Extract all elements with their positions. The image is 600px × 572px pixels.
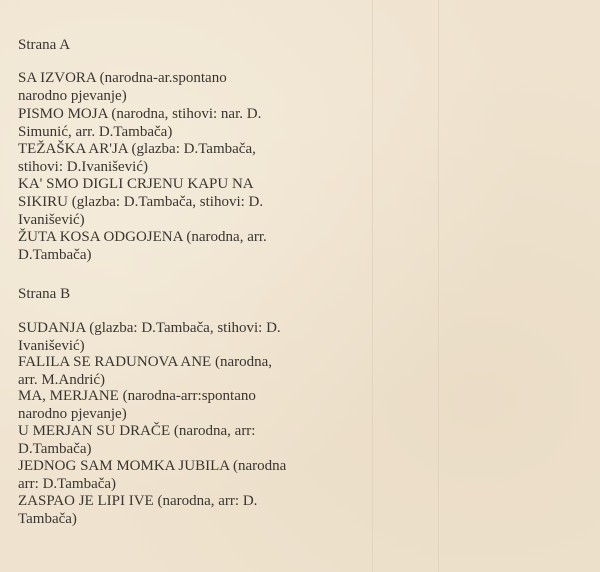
side-a-track-4 bbox=[18, 175, 363, 229]
fold-line bbox=[438, 0, 440, 572]
track-line: Simunić, arr. D.Tambača) bbox=[18, 124, 173, 140]
track-line: SUDANJA (glazba: D.Tambača, stihovi: D. bbox=[18, 320, 281, 336]
track-line: narodno pjevanje) bbox=[18, 406, 127, 422]
track-line: stihovi: D.Ivanišević) bbox=[18, 159, 148, 175]
track-line: Ivanišević) bbox=[18, 338, 85, 354]
side-a-title: Strana A bbox=[18, 37, 71, 53]
track-line: FALILA SE RADUNOVA ANE (narodna, bbox=[18, 354, 273, 370]
side-b-track-5 bbox=[18, 457, 363, 493]
track-line: U MERJAN SU DRAČE (narodna, arr: bbox=[18, 423, 256, 439]
track-line: arr: D.Tambača) bbox=[18, 476, 117, 492]
side-a-track-2 bbox=[18, 105, 363, 141]
track-line: Tambača) bbox=[18, 511, 77, 527]
side-a-track-5 bbox=[18, 228, 363, 264]
track-line: D.Tambača) bbox=[18, 441, 92, 457]
side-b-track-2 bbox=[18, 353, 363, 389]
track-line: narodno pjevanje) bbox=[18, 88, 127, 104]
fold-line bbox=[372, 0, 374, 572]
side-b-track-4 bbox=[18, 422, 363, 458]
track-line: ŽUTA KOSA ODGOJENA (narodna, arr. bbox=[18, 229, 267, 245]
track-line: D.Tambača) bbox=[18, 247, 92, 263]
track-line: JEDNOG SAM MOMKA JUBILA (narodna bbox=[18, 458, 287, 474]
track-line: TEŽAŠKA AR'JA (glazba: D.Tambača, bbox=[18, 141, 256, 157]
side-b-track-3 bbox=[18, 387, 363, 423]
track-line: arr. M.Andrić) bbox=[18, 372, 106, 388]
side-b-track-1 bbox=[18, 319, 363, 355]
track-line: PISMO MOJA (narodna, stihovi: nar. D. bbox=[18, 106, 262, 122]
track-line: SIKIRU (glazba: D.Tambača, stihovi: D. bbox=[18, 194, 264, 210]
side-a-track-1 bbox=[18, 69, 363, 105]
track-line: ZASPAO JE LIPI IVE (narodna, arr: D. bbox=[18, 493, 258, 509]
track-line: KA' SMO DIGLI CRJENU KAPU NA bbox=[18, 176, 254, 192]
side-b-track-6 bbox=[18, 492, 363, 528]
track-line: SA IZVORA (narodna-ar.spontano bbox=[18, 70, 227, 86]
side-a-track-3 bbox=[18, 140, 363, 176]
track-line: MA, MERJANE (narodna-arr:spontano bbox=[18, 388, 256, 404]
track-line: Ivanišević) bbox=[18, 212, 85, 228]
side-b-title: Strana B bbox=[18, 286, 71, 302]
